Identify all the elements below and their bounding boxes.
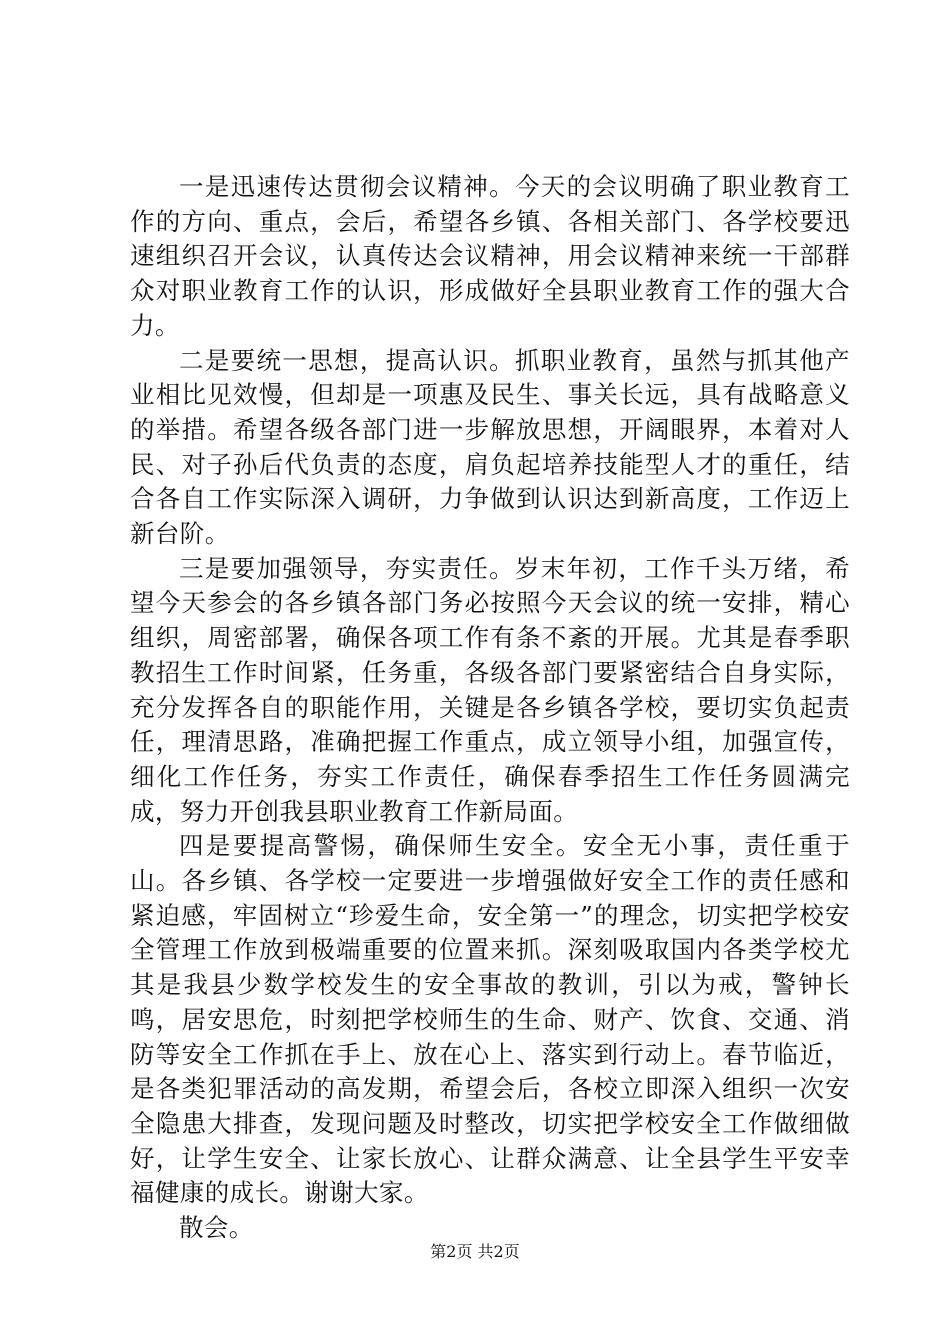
paragraph-2: 二是要统一思想，提高认识。抓职业教育，虽然与抓其他产业相比见效慢，但却是一项惠及民生、事关长远，具有战略意义的举措。希望各级各部门进一步解放思想，开阔眼界，本着对人民、对子孙后代负责的态度，肩负起培养技能型人才的重任，结合各自工作实际深入调研，力争做到认识达到新高度，工作迈上新台阶。 [130,345,850,549]
document-body [130,170,850,1246]
paragraph-5: 散会。 [179,1213,254,1243]
paragraph-4: 四是要提高警惕，确保师生安全。安全无小事，责任重于山。各乡镇、各学校一定要进一步增强做好安全工作的责任感和紧迫感，牢固树立“珍爱生命，安全第一”的理念，切实把学校安全管理工作放到极端重要的位置来抓。深刻吸取国内各类学校尤其是我县少数学校发生的安全事故的教训，引以为戒，警钟长鸣，居安思危，时刻把学校师生的生命、财产、饮食、交通、消防等安全工作抓在手上、放在心上、落实到行动上。春节临近，是各类犯罪活动的高发期，希望会后，各校立即深入组织一次安全隐患大排查，发现问题及时整改，切实把学校安全工作做细做好，让学生安全、让家长放心、让群众满意、让全县学生平安幸福健康的成长。谢谢大家。 [130,831,850,1208]
page-number: 第2页 [430,1242,473,1261]
page-footer [0,1242,950,1262]
page-total: 共2页 [477,1242,520,1261]
paragraph-1: 一是迅速传达贯彻会议精神。今天的会议明确了职业教育工作的方向、重点，会后，希望各乡镇、各相关部门、各学校要迅速组织召开会议，认真传达会议精神，用会议精神来统一干部群众对职业教育工作的认识，形成做好全县职业教育工作的强大合力。 [130,172,850,340]
paragraph-3: 三是要加强领导，夯实责任。岁末年初，工作千头万绪，希望今天参会的各乡镇各部门务必按照今天会议的统一安排，精心组织，周密部署，确保各项工作有条不紊的开展。尤其是春季职教招生工作时间紧，任务重，各级各部门要紧密结合自身实际，充分发挥各自的职能作用，关键是各乡镇各学校，要切实负起责任，理清思路，准确把握工作重点，成立领导小组，加强宣传，细化工作任务，夯实工作责任，确保春季招生工作任务圆满完成，努力开创我县职业教育工作新局面。 [130,553,850,826]
